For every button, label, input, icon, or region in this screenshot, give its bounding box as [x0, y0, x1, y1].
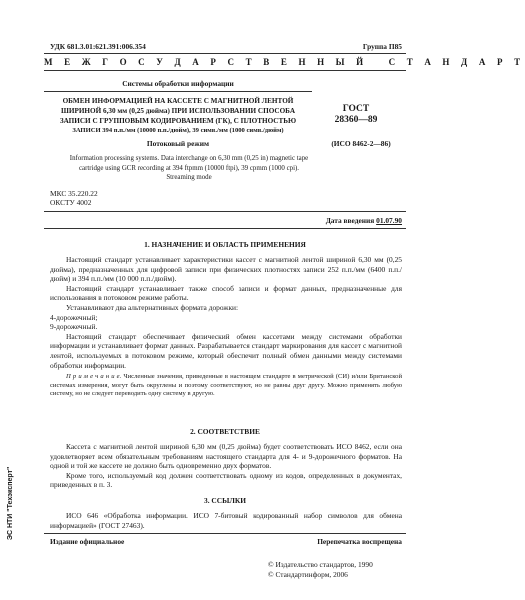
english-title-line: cartridge using GCR recording at 394 ftpmm (10000 ftpi), 39 cpmm (1000 cpi). [78, 164, 300, 172]
official-edition: Издание официальное [50, 537, 125, 546]
title-line: ОБМЕН ИНФОРМАЦИЕЙ НА КАССЕТЕ С МАГНИТНОЙ ЛЕНТОЙ [62, 97, 294, 105]
section-3-heading: 3. ССЫЛКИ [204, 496, 246, 505]
english-title-line: Streaming mode [166, 174, 212, 182]
title-line: ЗАПИСИ 394 п.п./мм (10000 п.п./дюйм), 39 симв./мм (1000 симв./дюйм) [72, 127, 284, 134]
note-text: Численные значения, приведенные в настоящем стандарте в метрической (СИ) и/или Британской системах измерения, могут быть округлены и поэтому соответствуют, но не равны друг другу. Можно применять любую систему, но не следует переводить одну систему в другую. [50, 373, 402, 398]
section-2-body [50, 442, 402, 490]
effective-date-value: 01.07.90 [376, 216, 402, 225]
section-1-paragraph: Настоящий стандарт устанавливает также способ записи и формат данных, предназначенные для использования в потоковом режиме работы. [50, 283, 402, 303]
section-1-heading: 1. НАЗНАЧЕНИЕ И ОБЛАСТЬ ПРИМЕНЕНИЯ [144, 240, 306, 249]
header-rule-bottom [44, 70, 406, 71]
date-rule [44, 211, 406, 212]
reprint-prohibited: Перепечатка воспрещена [317, 537, 402, 546]
section-3-paragraph: ИСО 646 «Обработка информации. ИСО 7-битовый кодированный набор символов для обмена информацией» (ГОСТ 27463). [50, 511, 402, 530]
format-list-item: 4-дорожечный; [50, 312, 98, 322]
section-1-paragraph: Настоящий стандарт устанавливает характеристики кассет с магнитной лентой шириной 6,30 мм (0,25 дюйма), предназначенных для цифровой записи при физических плотностях записи 252 п.п./мм (6400 п.п./дюйм) и 394 п.п./мм (10 000 п.п./дюйм). [50, 255, 402, 284]
section-3-body [50, 511, 402, 530]
english-title-line: Information processing systems. Data interchange on 6,30 mm (0,25 in) magnetic tape [69, 155, 309, 162]
note-label: П р и м е ч а н и е. [66, 373, 122, 381]
iso-reference: (ИСО 8462-2—86) [331, 139, 391, 148]
effective-date [326, 216, 402, 226]
section-2-paragraph: Кроме того, используемый код должен соответствовать одному из кодов, определенных в документах, приведенных в п. 3. [50, 470, 402, 490]
header-rule-top [44, 53, 406, 54]
mks-code: МКС 35.220.22 [50, 189, 98, 198]
english-title [44, 154, 334, 183]
gost-label: ГОСТ [342, 104, 370, 114]
title-line: ШИРИНОЙ 6,30 мм (0,25 дюйма) ПРИ ИСПОЛЬЗОВАНИИ СПОСОБА [60, 107, 296, 115]
section-1-body [50, 255, 402, 399]
section-2-heading: 2. СООТВЕТСТВИЕ [190, 427, 260, 436]
system-name: Системы обработки информации [122, 79, 234, 88]
format-list-item: 9-дорожечный. [50, 322, 98, 332]
section-1-paragraph: Устанавливают два альтернативных формата дорожки: [66, 302, 239, 312]
udk-code: УДК 681.3.01:621.391:006.354 [50, 42, 146, 51]
mode-label: Потоковый режим [146, 139, 210, 148]
copyright-line: © Издательство стандартов, 1990 [268, 560, 373, 569]
copyright-line: © Стандартинформ, 2006 [268, 570, 348, 579]
document-title [44, 96, 312, 136]
okstu-code: ОКСТУ 4002 [50, 198, 92, 207]
section-1-note [50, 373, 402, 399]
interstate-standard-banner: М Е Ж Г О С У Д А Р С Т В Е Н Н Ы Й С Т А Н Д А Р Т [44, 57, 525, 67]
section-1-paragraph: Настоящий стандарт обеспечивает физический обмен кассетами между системами обработки информации и устанавливает формат данных. Разрабатывается стандарт маркирования для кассет с магнитной лентой, используемых в потоковом режиме, который обеспечит полный обмен данными между системами обработки информации. [50, 331, 402, 370]
title-line: ЗАПИСИ С ГРУППОВЫМ КОДИРОВАНИЕМ (ГК), С ПЛОТНОСТЬЮ [59, 117, 297, 125]
effective-date-label: Дата введения [325, 216, 375, 225]
title-rule [44, 91, 312, 92]
section-rule [44, 228, 406, 229]
group-code: Группа П85 [362, 42, 402, 51]
footer-rule [44, 533, 406, 534]
section-2-paragraph: Кассета с магнитной лентой шириной 6,30 мм (0,25 дюйма) будет соответствовать ИСО 8462, если она удовлетворяет всем обязательным требованиям настоящего стандарта для 4- и 9-дорожечного форматов. На одной и той же кассете не должно быть одновременно двух форматов. [50, 442, 402, 471]
techexpert-sidebar-label: ЭС НТИ "Техэксперт" [7, 466, 14, 540]
gost-number: 28360—89 [334, 115, 378, 125]
